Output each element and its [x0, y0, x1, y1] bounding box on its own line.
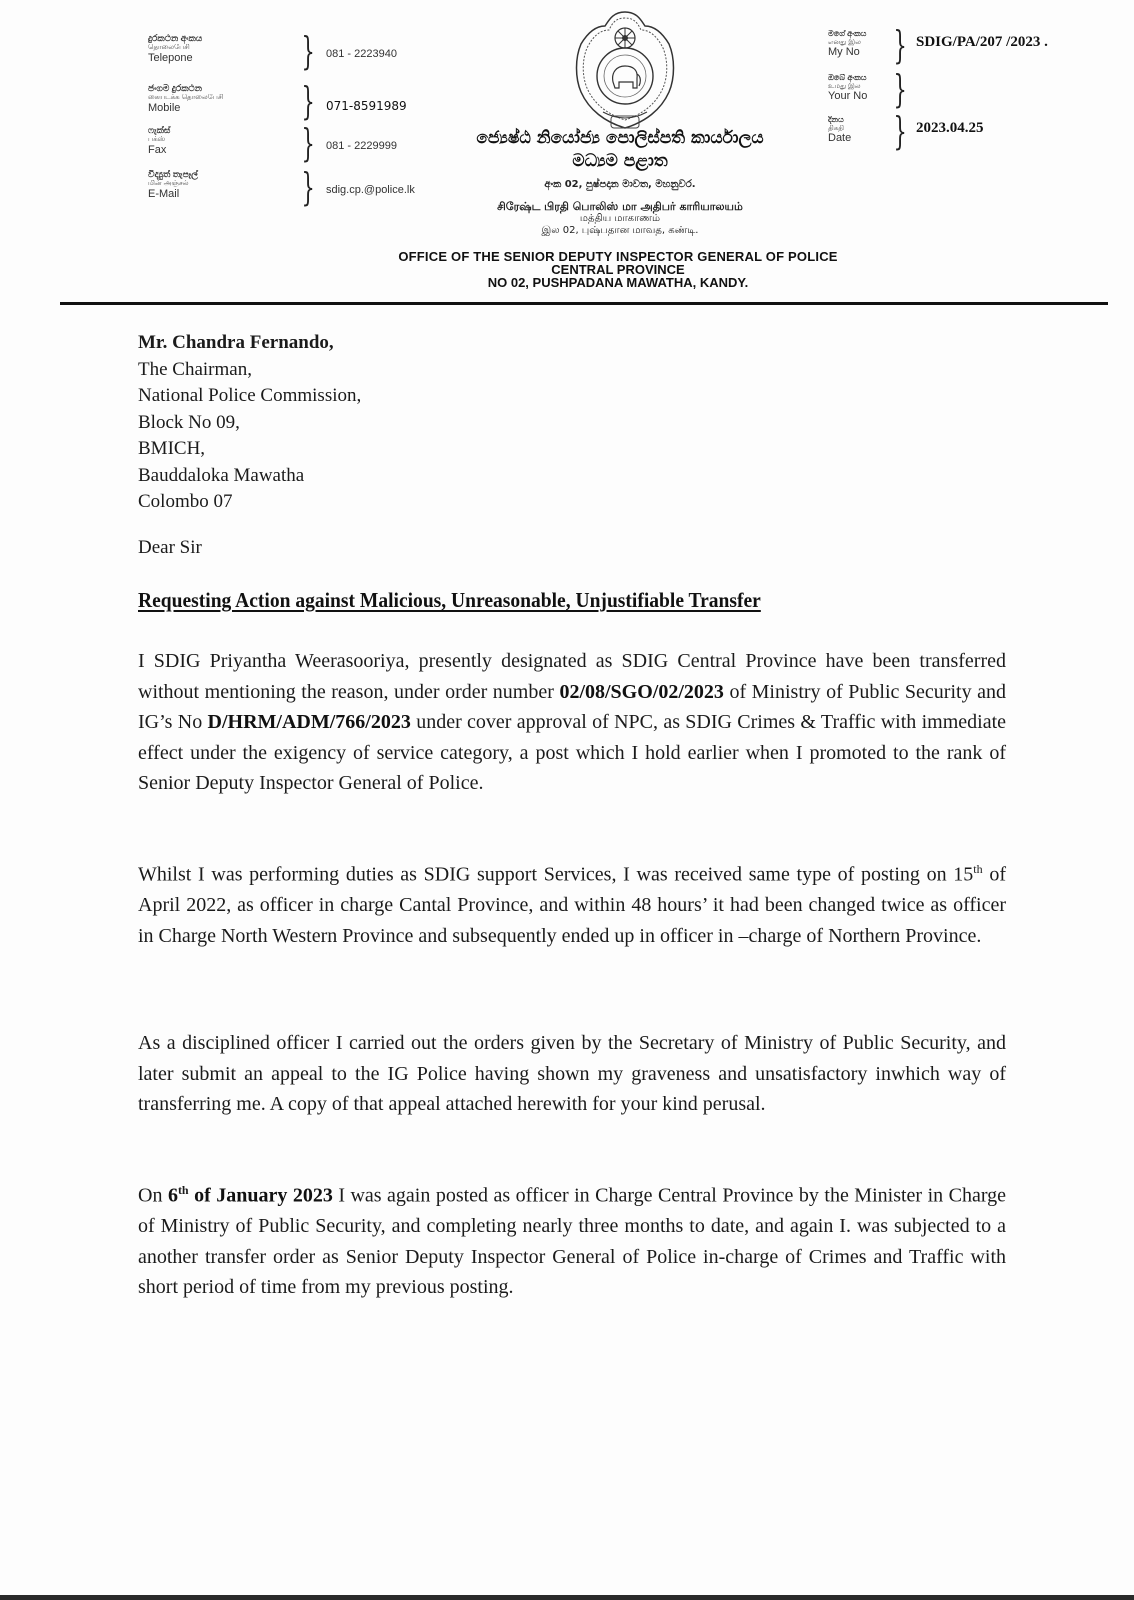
police-crest-icon [565, 8, 685, 138]
my-no-value: SDIG/PA/207 /2023 . [916, 34, 1048, 50]
date-label: Date [828, 132, 852, 144]
posting-date-month-year: of January 2023 [188, 1184, 333, 1207]
recipient-line: Bauddaloka Mawatha [138, 464, 305, 486]
mobile-value: 071-8591989 [326, 99, 407, 113]
office-address-sinhala: අංක 02, පුෂ්පදාන මාවත, මහනුවර. [544, 179, 696, 190]
email-value: sdig.cp.@police.lk [326, 184, 415, 196]
fax-label-sinhala: ෆැක්ස් [148, 126, 171, 135]
province-name-tamil: மத்திய மாகாணம் [579, 213, 661, 224]
recipient-address [138, 330, 1008, 516]
email-label-tamil: மின் அஞ்சல் [148, 180, 189, 187]
my-no-label: My No [828, 46, 860, 58]
telephone-value: 081 - 2223940 [326, 48, 397, 60]
brace-icon: } [893, 109, 907, 153]
recipient-line: Block No 09, [138, 411, 240, 433]
brace-icon: } [301, 165, 315, 209]
telephone-label: Telepone [148, 52, 193, 64]
date-value: 2023.04.25 [916, 120, 984, 136]
office-province: CENTRAL PROVINCE [551, 262, 685, 277]
paragraph-text: On [138, 1184, 168, 1207]
email-label: E-Mail [148, 188, 180, 200]
paragraph-text: I SDIG Priyantha Weerasooriya, presently designated as SDIG Central Province have been transferred without mentioning the reason, under order number [138, 650, 1006, 703]
paragraph-2 [138, 854, 1006, 951]
my-no-label-tamil: எனது இல [828, 39, 861, 46]
letterhead-divider [60, 302, 1108, 305]
brace-icon: } [301, 79, 315, 123]
posting-date-day: 6 [167, 1184, 178, 1207]
paragraph-3 [138, 1028, 1006, 1120]
your-no-label-tamil: உமது இல [828, 83, 861, 90]
office-address-tamil: இல 02, புஷ்பதான மாவத, கண்டி. [541, 225, 699, 236]
ref-your-no [828, 67, 1118, 118]
office-address: NO 02, PUSHPADANA MAWATHA, KANDY. [487, 275, 749, 290]
fax-label: Fax [148, 144, 167, 156]
brace-icon: } [893, 23, 907, 67]
contact-fax [148, 121, 438, 170]
recipient-line: Colombo 07 [138, 491, 233, 512]
recipient-line: National Police Commission, [138, 385, 362, 406]
fax-value: 081 - 2229999 [326, 140, 397, 152]
date-label-sinhala: දිනය [828, 116, 844, 124]
subject-heading: Requesting Action against Malicious, Unreasonable, Unjustifiable Transfer [138, 588, 761, 612]
ig-reference-number: D/HRM/ADM/766/2023 [207, 711, 411, 733]
paragraph-4 [138, 1175, 1006, 1303]
contact-mobile [148, 79, 438, 128]
brace-icon: } [301, 29, 315, 73]
paragraph-text: Whilst I was performing duties as SDIG support Services, I was received same type of posting on 15 [138, 863, 974, 886]
your-no-label-sinhala: ඔබේ අංකය [828, 74, 867, 82]
office-name-tamil: சிரேஷ்ட பிரதி பொலிஸ் மா அதிபர் காரியாலயம் [497, 200, 743, 213]
mobile-label: Mobile [148, 102, 181, 114]
order-number: 02/08/SGO/02/2023 [559, 680, 724, 703]
paragraph-1 [138, 646, 1006, 799]
recipient-name: Mr. Chandra Fernando, [138, 332, 334, 353]
telephone-label-tamil: தொலைபேசி [148, 44, 190, 51]
office-name-english [300, 250, 936, 289]
telephone-label-sinhala: දුරකථන අංකය [148, 34, 203, 43]
mobile-label-tamil: கையடக்க தொலைபேசி [148, 94, 224, 101]
office-name-sinhala: ජ්‍යෙෂ්ඨ නියෝජ්‍ය පොලිස්පති කාර්යාලය [476, 128, 764, 148]
province-name-sinhala: මධ්‍යම පළාත [572, 151, 668, 171]
fax-label-tamil: பக்ஸ் [148, 136, 166, 143]
recipient-line: The Chairman, [138, 358, 252, 380]
paragraph-text: under cover approval of NPC, as SDIG Crimes & Traffic with immediate effect under the exigency of service category, a post which I hold earlier when I promoted to the rank of Senior Deputy Inspector General of Police. [138, 711, 1006, 794]
salutation: Dear Sir [138, 537, 202, 558]
brace-icon: } [301, 121, 315, 165]
paragraph-text: I was again posted as officer in Charge Central Province by the Minister in Charge of Ministry of Public Security, and completing nearly three months to date, and again I. was subjected to a another transfer order as Senior Deputy Inspector General of Police in-charge of Crimes and Traffic with short period of time from my previous posting. [138, 1184, 1006, 1299]
email-label-sinhala: විද්‍යුත් තැපෑල් [148, 170, 199, 179]
recipient-line: BMICH, [138, 438, 206, 459]
ref-my-no [828, 23, 1118, 74]
ref-date [828, 109, 1118, 160]
contact-telephone [148, 29, 438, 78]
ordinal-suffix: th [177, 1183, 189, 1197]
page-bottom-edge [0, 1595, 1134, 1600]
paragraph-text: of Ministry of Public Security and IG’s No [138, 680, 1006, 733]
paragraph-text: As a disciplined officer I carried out the orders given by the Secretary of Ministry of Public Security, and later submit an appeal to the IG Police having shown my graveness and unsatisfactory inwhich way of transferring me. A copy of that appeal attached herewith for your kind perusal. [138, 1032, 1006, 1115]
ordinal-suffix: th [973, 862, 983, 876]
date-label-tamil: திகதி [828, 125, 844, 132]
mobile-label-sinhala: ජංගම දුරකථන [148, 84, 202, 93]
brace-icon: } [893, 67, 907, 111]
my-no-label-sinhala: මගේ අංකය [828, 30, 867, 38]
your-no-label: Your No [828, 90, 868, 102]
office-title: OFFICE OF THE SENIOR DEPUTY INSPECTOR GENERAL OF POLICE [398, 249, 838, 264]
paragraph-text: of April 2022, as officer in charge Cantal Province, and within 48 hours’ it had been changed twice as officer in Charge North Western Province and subsequently ended up in officer in –charge of Northern Province. [138, 863, 1006, 947]
